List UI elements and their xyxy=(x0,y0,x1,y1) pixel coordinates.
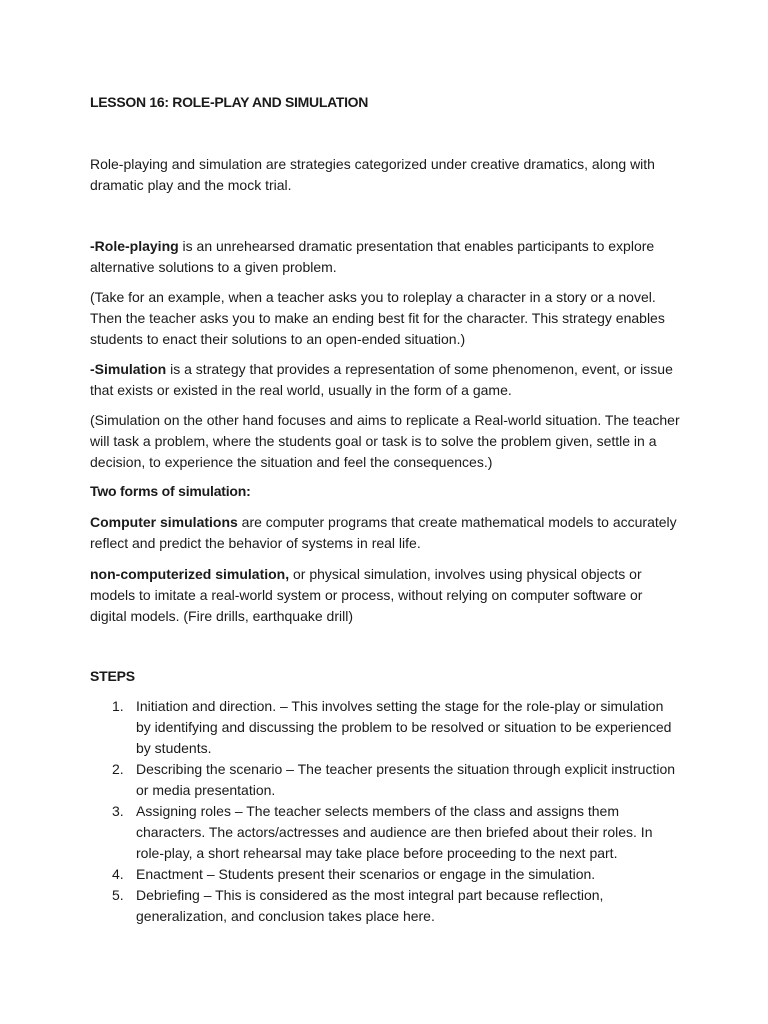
step-text: Debriefing – This is considered as the most integral part because reflection, generalization, and conclusion takes place here. xyxy=(136,887,604,924)
step-number: 4. xyxy=(112,866,124,882)
steps-list xyxy=(90,696,680,927)
computer-simulation-text: are computer programs that create mathematical models to accurately reflect and predict the behavior of systems in real life. xyxy=(90,514,677,551)
intro-paragraph: Role-playing and simulation are strategies categorized under creative dramatics, along with dramatic play and the mock trial. xyxy=(90,156,655,193)
computer-simulation-term: Computer simulations xyxy=(90,514,238,530)
step-number: 3. xyxy=(112,803,124,819)
noncomputer-simulation-definition xyxy=(90,564,680,627)
step-item xyxy=(90,801,680,864)
simulation-term: -Simulation xyxy=(90,361,167,377)
simulation-text: is a strategy that provides a representation of some phenomenon, event, or issue that exists or existed in the real world, usually in the form of a game. xyxy=(90,361,673,398)
noncomputer-simulation-text: or physical simulation, involves using physical objects or models to imitate a real-world system or process, without relying on computer software or digital models. (Fire drills, earthquake drill) xyxy=(90,566,643,624)
noncomputer-simulation-term: non-computerized simulation, xyxy=(90,566,290,582)
role-playing-example: (Take for an example, when a teacher asks you to roleplay a character in a story or a novel. Then the teacher asks you to make an ending best fit for the character. This strategy enables students to enact their solutions to an open-ended situation.) xyxy=(90,289,665,347)
role-playing-definition xyxy=(90,236,680,278)
lesson-title: LESSON 16: ROLE-PLAY AND SIMULATION xyxy=(90,94,369,110)
step-item xyxy=(90,864,680,885)
step-item xyxy=(90,885,680,927)
step-text: Assigning roles – The teacher selects members of the class and assigns them characters. The actors/actresses and audience are then briefed about their roles. In role-play, a short rehearsal may take place before proceeding to the next part. xyxy=(136,803,653,861)
simulation-example: (Simulation on the other hand focuses and aims to replicate a Real-world situation. The teacher will task a problem, where the students goal or task is to solve the problem given, settle in a decision, to experience the situation and feel the consequences.) xyxy=(90,412,680,470)
step-text: Initiation and direction. – This involves setting the stage for the role-play or simulation by identifying and discussing the problem to be resolved or situation to be experienced by students. xyxy=(136,698,672,756)
step-text: Enactment – Students present their scenarios or engage in the simulation. xyxy=(136,866,596,882)
forms-heading: Two forms of simulation: xyxy=(90,483,251,499)
simulation-definition xyxy=(90,359,680,401)
role-playing-term: -Role-playing xyxy=(90,238,179,254)
step-number: 5. xyxy=(112,887,124,903)
step-text: Describing the scenario – The teacher presents the situation through explicit instruction or media presentation. xyxy=(136,761,676,798)
computer-simulation-definition xyxy=(90,512,680,554)
step-number: 1. xyxy=(112,698,124,714)
role-playing-text: is an unrehearsed dramatic presentation that enables participants to explore alternative solutions to a given problem. xyxy=(90,238,655,275)
step-item xyxy=(90,696,680,759)
step-item xyxy=(90,759,680,801)
steps-heading: STEPS xyxy=(90,668,135,684)
step-number: 2. xyxy=(112,761,124,777)
